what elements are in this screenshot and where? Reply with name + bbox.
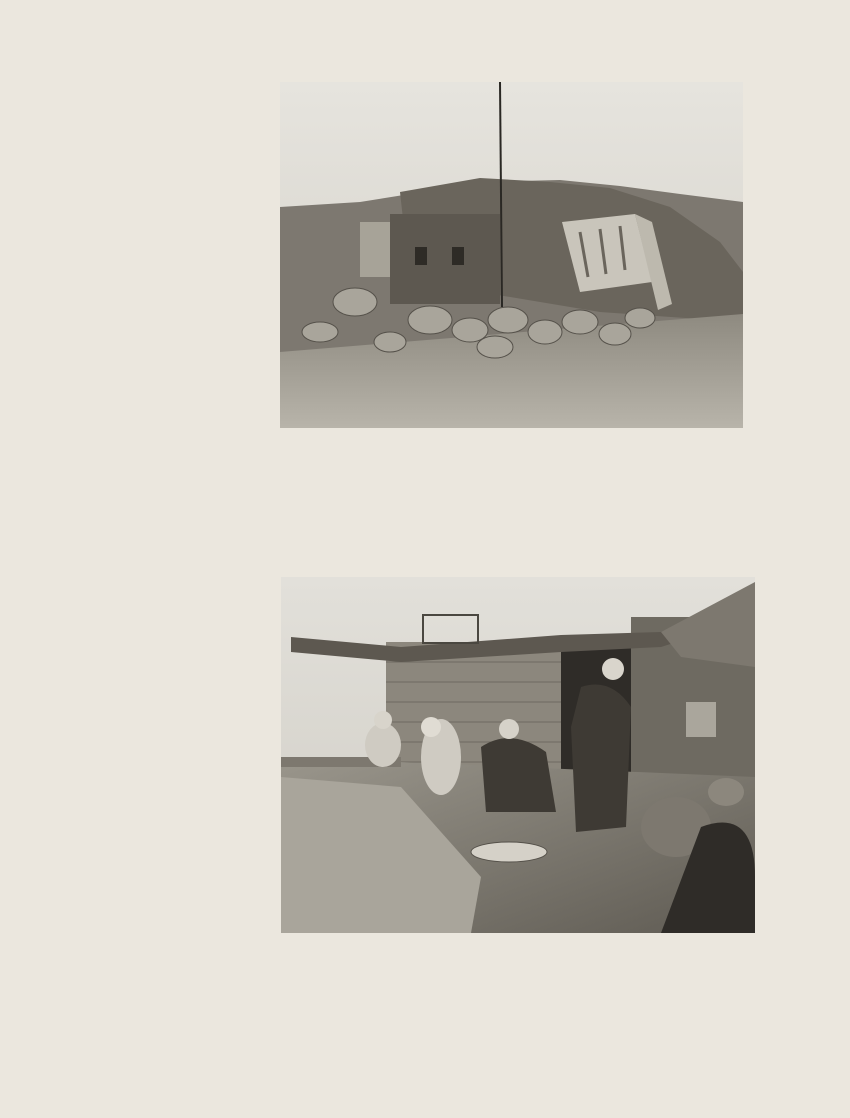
- photo-high-place: [280, 82, 743, 428]
- photo-letter-writer: [281, 577, 755, 933]
